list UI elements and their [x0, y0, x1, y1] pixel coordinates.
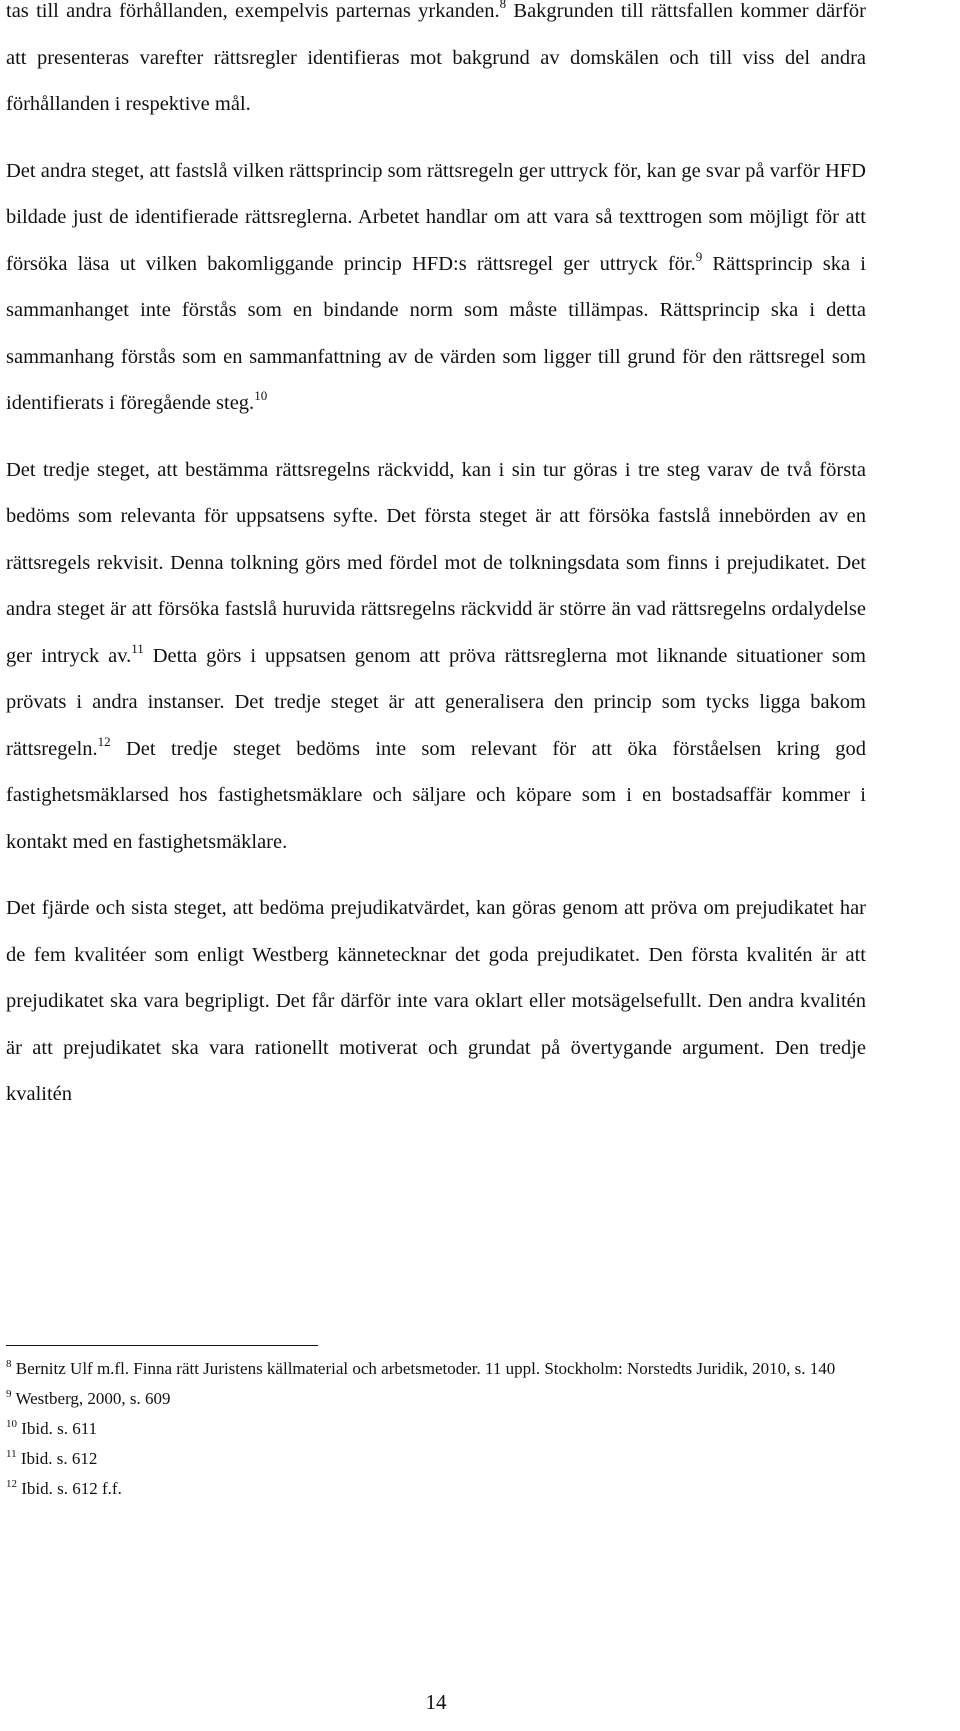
paragraph-4	[6, 885, 866, 1118]
paragraph-text: tas till andra förhållanden, exempelvis parternas yrkanden.	[6, 0, 500, 22]
footnote-ref-10[interactable]: 10	[254, 388, 268, 403]
footnote-text: Ibid. s. 612 f.f.	[21, 1479, 122, 1498]
footnote-10	[6, 1416, 866, 1441]
footnote-text: Ibid. s. 612	[20, 1449, 98, 1468]
document-page	[6, 0, 866, 1118]
footnote-ref-8[interactable]: 8	[499, 0, 507, 11]
footnote-text: Bernitz Ulf m.fl. Finna rätt Juristens källmaterial och arbetsmetoder. 11 uppl. Stockholm: Norstedts Juridik, 2010, s. 140	[15, 1359, 836, 1378]
footnote-9	[6, 1386, 866, 1411]
paragraph-text: Det tredje steget bedöms inte som relevant för att öka förståelsen kring god fastighetsmäklarsed hos fastighetsmäklare och säljare och köpare som i en bostadsaffär kommer i kontakt med en fastighetsmäklare.	[6, 737, 866, 853]
footnote-separator	[6, 1345, 318, 1346]
footnote-ref-11[interactable]: 11	[131, 640, 144, 656]
footnote-number: 8	[6, 1358, 12, 1370]
paragraph-text: Rättsprincip ska i sammanhanget inte förstås som en bindande norm som måste tillämpas. Rättsprincip ska i detta sammanhang förstås som en sammanfattning av de värden som ligger till grund för den rättsregel som identifierats i föregående steg.	[6, 252, 867, 414]
footnote-number: 12	[6, 1478, 17, 1490]
footnote-12	[6, 1476, 866, 1501]
paragraph-text: Det tredje steget, att bestämma rättsregelns räckvidd, kan i sin tur göras i tre steg varav de två första bedöms som relevanta för uppsatsens syfte. Det första steget är att försöka fastslå innebörden av en rättsregels rekvisit. Denna tolkning görs med fördel mot de tolkningsdata som finns i prejudikatet. Det andra steget är att försöka fastslå huruvida rättsregelns räckvidd är större än vad rättsregelns ordalydelse ger intryck av.	[6, 458, 866, 667]
footnote-text: Ibid. s. 611	[21, 1419, 98, 1438]
paragraph-text: Bakgrunden till rättsfallen kommer därför att presenteras varefter rättsregler identifieras mot bakgrund av domskälen och till viss del andra förhållanden i respektive mål.	[6, 0, 866, 115]
footnote-11	[6, 1446, 866, 1471]
footnote-ref-12[interactable]: 12	[97, 733, 111, 749]
paragraph-text: Det fjärde och sista steget, att bedöma prejudikatvärdet, kan göras genom att pröva om prejudikatet har de fem kvalitéer som enligt Westberg kännetecknar det goda prejudikatet. Den första kvalitén är att prejudikatet ska vara begripligt. Det får därför inte vara oklart eller motsägelsefullt. Den andra kvalitén är att prejudikatet ska vara rationellt motiverat och grundat på övertygande argument. Den tredje kvalitén	[6, 897, 866, 1105]
body-text	[6, 0, 866, 1118]
footnote-8	[6, 1356, 866, 1381]
paragraph-text: Det andra steget, att fastslå vilken rättsprincip som rättsregeln ger uttryck för, kan ge svar på varför HFD bildade just de identifierade rättsreglerna. Arbetet handlar om att vara så texttrogen som möjligt för att försöka läsa ut vilken bakomliggande princip HFD:s rättsregel ger uttryck för.	[6, 159, 866, 275]
footnotes	[6, 1356, 866, 1506]
paragraph-3	[6, 447, 866, 866]
footnote-number: 9	[6, 1388, 12, 1400]
page-number: 14	[425, 1690, 447, 1714]
paragraph-text: Detta görs i uppsatsen genom att pröva rättsreglerna mot liknande situationer som prövats i andra instanser. Det tredje steget är att generalisera den princip som tycks ligga bakom rättsregeln.	[6, 644, 866, 760]
footnote-text: Westberg, 2000, s. 609	[15, 1389, 171, 1408]
footnote-ref-9[interactable]: 9	[695, 248, 703, 264]
footnote-number: 10	[6, 1418, 17, 1430]
paragraph-2	[6, 148, 866, 427]
footnote-number: 11	[6, 1448, 17, 1460]
paragraph-1	[6, 0, 866, 128]
